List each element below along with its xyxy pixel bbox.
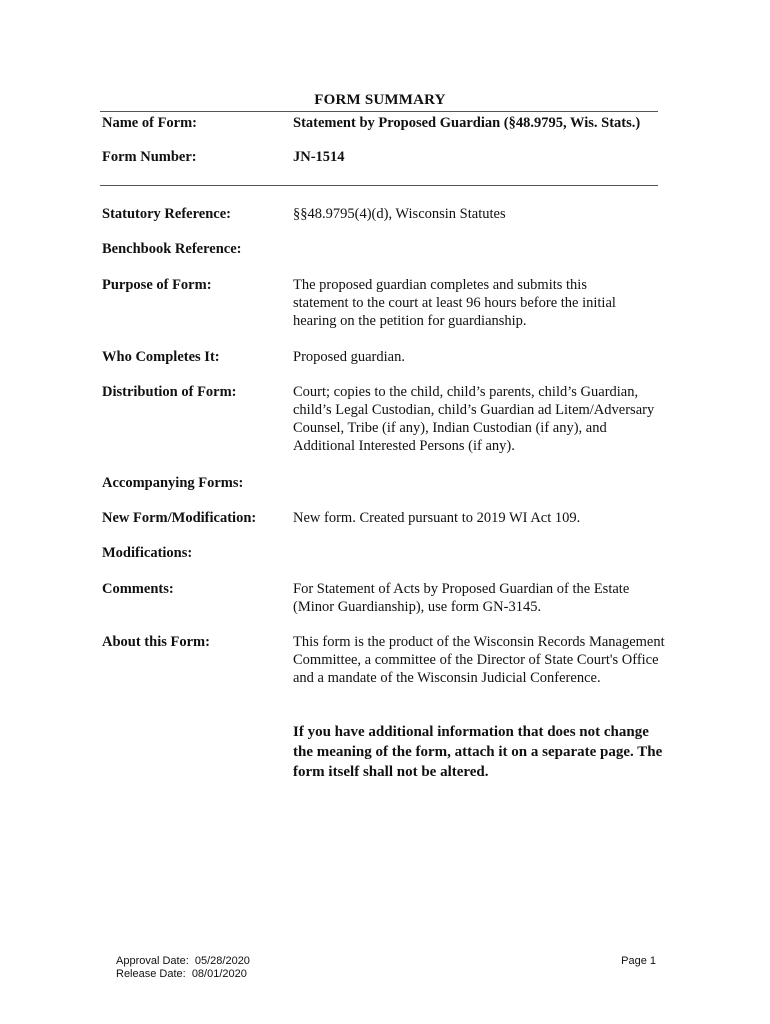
new-form-modification-label: New Form/Modification:: [102, 510, 257, 526]
modifications-label: Modifications:: [102, 545, 193, 561]
statutory-reference-value: §§48.9795(4)(d), Wisconsin Statutes: [293, 206, 506, 222]
name-of-form-value: Statement by Proposed Guardian (§48.9795, Wis. Stats.): [293, 115, 641, 131]
page-number: Page 1: [621, 955, 656, 967]
statutory-reference-label: Statutory Reference:: [102, 206, 231, 222]
comments-label: Comments:: [102, 581, 174, 597]
name-of-form-label: Name of Form:: [102, 115, 198, 131]
approval-date: Approval Date: 05/28/2020: [116, 955, 250, 967]
form-number-value: JN-1514: [293, 149, 345, 165]
do-not-alter-notice: If you have additional information that does not change the meaning of the form, attach it on a separate page. The form itself shall not be altered.: [293, 724, 663, 780]
middle-divider: [100, 185, 658, 186]
who-completes-it-value: Proposed guardian.: [293, 349, 405, 365]
purpose-of-form-value: The proposed guardian completes and submits this statement to the court at least 96 hours before the initial hearing on the petition for guardianship.: [293, 277, 616, 329]
about-this-form-value: This form is the product of the Wisconsin Records Management Committee, a committee of the Director of State Court's Office and a mandate of the Wisconsin Judicial Conference.: [293, 634, 665, 686]
distribution-of-form-value: Court; copies to the child, child’s parents, child’s Guardian, child’s Legal Custodian, child’s Guardian ad Litem/Adversary Counsel, Tribe (if any), Indian Custodian (if any), and Additional Interested Persons (if any).: [293, 384, 655, 454]
release-date: Release Date: 08/01/2020: [116, 968, 247, 980]
who-completes-it-label: Who Completes It:: [102, 349, 220, 365]
page-title: FORM SUMMARY: [314, 92, 446, 108]
top-divider: [100, 111, 658, 112]
about-this-form-label: About this Form:: [102, 634, 210, 650]
purpose-of-form-label: Purpose of Form:: [102, 277, 212, 293]
new-form-modification-value: New form. Created pursuant to 2019 WI Act 109.: [293, 510, 581, 526]
distribution-of-form-label: Distribution of Form:: [102, 384, 237, 400]
form-number-label: Form Number:: [102, 149, 197, 165]
benchbook-reference-label: Benchbook Reference:: [102, 241, 242, 257]
accompanying-forms-label: Accompanying Forms:: [102, 475, 244, 491]
footer-dates: [116, 955, 250, 981]
comments-value: For Statement of Acts by Proposed Guardian of the Estate (Minor Guardianship), use form GN-3145.: [293, 581, 630, 615]
